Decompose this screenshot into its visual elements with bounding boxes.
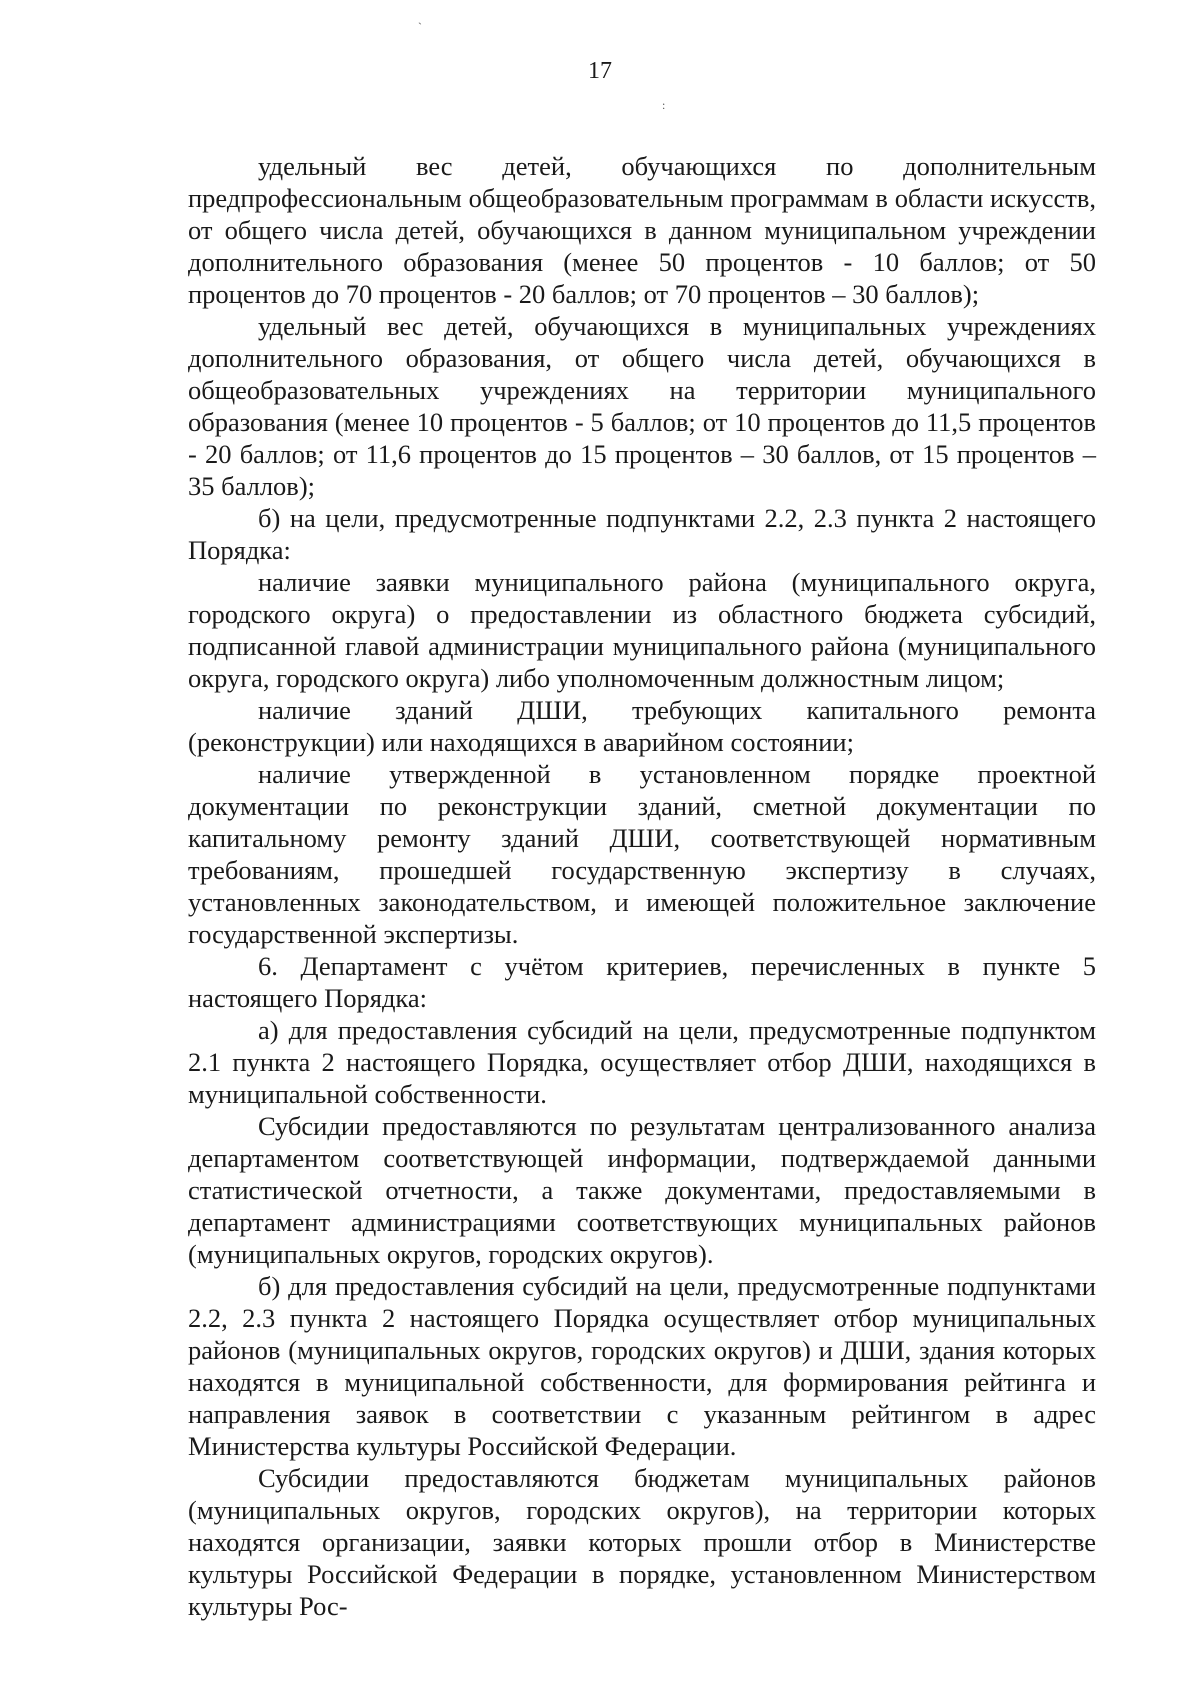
paragraph-subsidies-analysis: Субсидии предоставляются по результатам централизованного анализа департаментом соответствующей информации, подтверждаемой данными статистической отчетности, а также документами, предоставляемыми в департамент администрациями соответствующих муниципальных районов (муниципальных округов, городских округов).: [188, 1111, 1096, 1269]
paragraph-share-additional-education: удельный вес детей, обучающихся в муниципальных учреждениях дополнительного образования, от общего числа детей, обучающихся в общеобразовательных учреждениях на территории муниципального образования (менее 10 процентов - 5 баллов; от 10 процентов до 11,5 процентов - 20 баллов; от 11,6 процентов до 15 процентов – 30 баллов, от 15 процентов – 35 баллов);: [188, 311, 1096, 501]
paragraph-share-preprofessional: удельный вес детей, обучающихся по дополнительным предпрофессиональным общеобразовательным программам в области искусств, от общего числа детей, обучающихся в данном муниципальном учреждении дополнительного образования (менее 50 процентов - 10 баллов; от 50 процентов до 70 процентов - 20 баллов; от 70 процентов – 30 баллов);: [188, 151, 1096, 309]
paragraph-project-documentation: наличие утвержденной в установленном порядке проектной документации по реконструкции зданий, сметной документации по капитальному ремонту зданий ДШИ, соответствующей нормативным требованиям, прошедшей государственную экспертизу в случаях, установленных законодательством, и имеющей положительное заключение государственной экспертизы.: [188, 759, 1096, 949]
paragraph-subsidies-budgets: Субсидии предоставляются бюджетам муниципальных районов (муниципальных округов, городских округов), на территории которых находятся организации, заявки которых прошли отбор в Министерстве культуры Российской Федерации в порядке, установленном Министерством культуры Рос-: [188, 1463, 1096, 1621]
paragraph-buildings-repair: наличие зданий ДШИ, требующих капитального ремонта (реконструкции) или находящихся в аварийном состоянии;: [188, 695, 1096, 757]
paragraph-application-presence: наличие заявки муниципального района (муниципального округа, городского округа) о предоставлении из областного бюджета субсидий, подписанной главой администрации муниципального района (муниципального округа, городского округа) либо уполномоченным должностным лицом;: [188, 567, 1096, 693]
paragraph-item-6a: а) для предоставления субсидий на цели, предусмотренные подпунктом 2.1 пункта 2 настоящего Порядка, осуществляет отбор ДШИ, находящихся в муниципальной собственности.: [188, 1015, 1096, 1109]
document-body: [188, 150, 1096, 1622]
paragraph-item-6b: б) для предоставления субсидий на цели, предусмотренные подпунктами 2.2, 2.3 пункта 2 настоящего Порядка осуществляет отбор муниципальных районов (муниципальных округов, городских округов) и ДШИ, здания которых находятся в муниципальной собственности, для формирования рейтинга и направления заявок в соответствии с указанным рейтингом в адрес Министерства культуры Российской Федерации.: [188, 1271, 1096, 1461]
scan-artifact-dot: `: [418, 20, 422, 34]
paragraph-item-6: 6. Департамент с учётом критериев, перечисленных в пункте 5 настоящего Порядка:: [188, 951, 1096, 1013]
page-number: 17: [588, 58, 612, 84]
paragraph-criteria-b: б) на цели, предусмотренные подпунктами 2.2, 2.3 пункта 2 настоящего Порядка:: [188, 503, 1096, 565]
scan-artifact-dot: :: [662, 98, 666, 112]
